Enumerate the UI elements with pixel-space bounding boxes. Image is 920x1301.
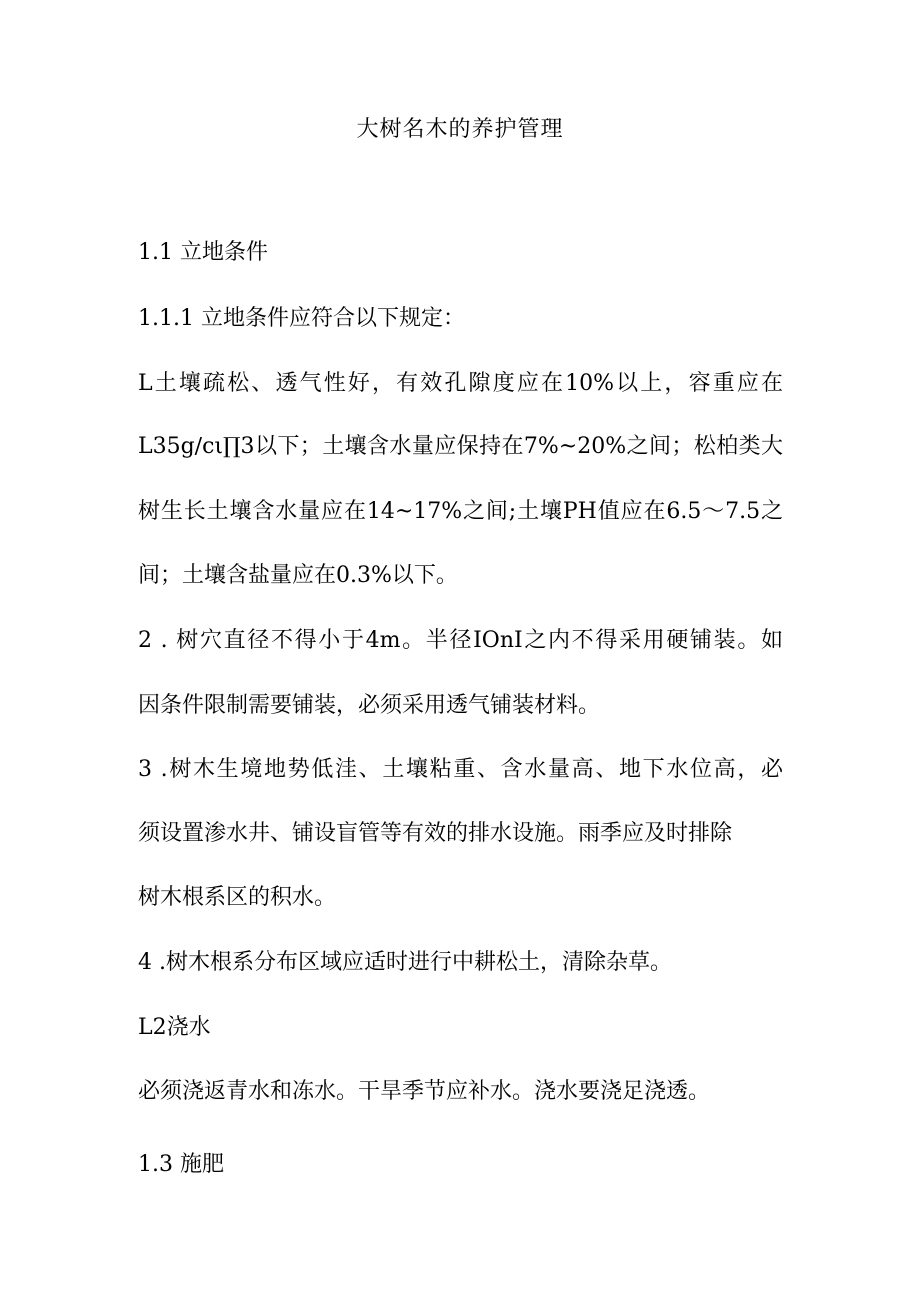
body-line: 2 . 树穴直径不得小于4m。半径IOnI之内不得采用硬铺装。如: [138, 628, 783, 653]
section-heading-1-2: L2浇水: [138, 1015, 211, 1040]
body-line: 树木根系区的积水。: [138, 885, 337, 910]
body-line: 必须浇返青水和冻水。干旱季节应补水。浇水要浇足浇透。: [138, 1079, 711, 1104]
section-heading-1-3: 1.3 施肥: [138, 1152, 224, 1177]
body-line: L35g∕cι∏3以下；土壤含水量应保持在7%~20%之间；松柏类大: [138, 434, 783, 459]
body-line: 树生长土壤含水量应在14~17%之间;土壤PH值应在6.5～7.5之: [138, 499, 783, 524]
body-line: 因条件限制需要铺装，必须采用透气铺装材料。: [138, 693, 601, 718]
body-line: 3 .树木生境地势低洼、土壤粘重、含水量高、地下水位高，必: [138, 757, 783, 782]
body-line: 间；土壤含盐量应在0.3%以下。: [138, 563, 458, 588]
section-heading-1-1: 1.1 立地条件: [138, 240, 268, 265]
document-title: 大树名木的养护管理: [356, 117, 564, 142]
subsection-heading-1-1-1: 1.1.1 立地条件应符合以下规定：: [138, 306, 465, 331]
body-line: 须设置渗水井、铺设盲管等有效的排水设施。雨季应及时排除: [138, 821, 733, 846]
body-line: 4 .树木根系分布区域应适时进行中耕松土，清除杂草。: [138, 950, 672, 975]
body-line: L土壤疏松、透气性好，有效孔隙度应在10%以上，容重应在: [138, 371, 783, 396]
